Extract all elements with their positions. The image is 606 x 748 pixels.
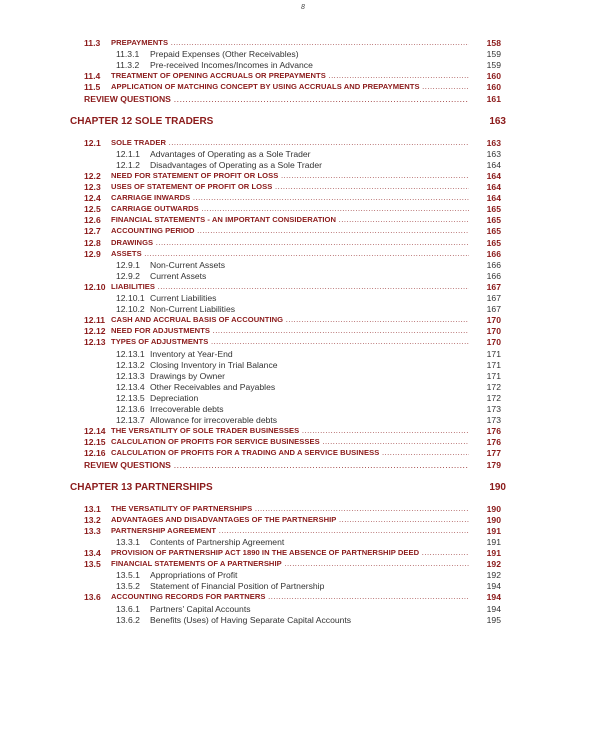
section-number: 13.3 xyxy=(84,525,101,536)
entry-page: 173 xyxy=(486,415,501,426)
entry-page: 159 xyxy=(486,60,501,71)
subsection-title: Prepaid Expenses (Other Receivables) xyxy=(150,49,299,60)
subsection-title: Depreciation xyxy=(150,392,199,403)
entry-title: PROVISION OF PARTNERSHIP ACT 1890 IN THE ABSENCE OF PARTNERSHIP DEED ..... xyxy=(111,547,469,559)
chapter-heading[interactable] xyxy=(70,481,506,495)
subsection-number: 12.9.2 xyxy=(116,270,140,281)
entry-title: REVIEW QUESTIONS ..... xyxy=(84,93,469,105)
entry-page: 163 xyxy=(486,137,501,148)
section-number: 11.5 xyxy=(84,82,101,93)
subsection-title: Benefits (Uses) of Having Separate Capital Accounts xyxy=(150,614,352,625)
entry-title: CASH AND ACCRUAL BASIS OF ACCOUNTING ..... xyxy=(111,314,469,326)
section-number: 11.4 xyxy=(84,71,101,82)
entry-page: 171 xyxy=(486,348,501,359)
entry-page: 179 xyxy=(486,459,501,470)
subsection-number: 12.1.2 xyxy=(116,159,140,170)
chapter-heading[interactable] xyxy=(70,115,506,129)
entry-page: 194 xyxy=(486,592,501,603)
subsection-title: Current Assets xyxy=(150,270,207,281)
entry-title: CALCULATION OF PROFITS FOR SERVICE BUSINESSES ..... xyxy=(111,436,469,448)
section-number: 12.15 xyxy=(84,437,106,448)
section-number: 11.3 xyxy=(84,38,101,48)
section-number: 12.2 xyxy=(84,170,101,181)
entry-title: REVIEW QUESTIONS ..... xyxy=(84,459,469,471)
entry-page: 164 xyxy=(486,170,501,181)
entry-page: 177 xyxy=(486,448,501,459)
entry-title: PARTNERSHIP AGREEMENT ..... xyxy=(111,525,469,537)
section-number: 12.14 xyxy=(84,426,106,437)
entry-title: APPLICATION OF MATCHING CONCEPT BY USING ACCRUALS AND PREPAYMENTS ..... xyxy=(111,81,469,93)
entry-title: USES OF STATEMENT OF PROFIT OR LOSS ..... xyxy=(111,181,469,193)
entry-page: 170 xyxy=(486,326,501,337)
entry-page: 171 xyxy=(486,370,501,381)
entry-page: 176 xyxy=(486,437,501,448)
entry-page: 167 xyxy=(486,304,501,315)
section-number: 12.3 xyxy=(84,182,101,192)
entry-page: 191 xyxy=(486,525,501,536)
toc-entry[interactable] xyxy=(0,459,606,471)
entry-page: 164 xyxy=(486,182,501,192)
entry-title: CARRIAGE INWARDS ..... xyxy=(111,192,469,204)
entry-page: 166 xyxy=(486,248,501,259)
entry-page: 165 xyxy=(486,226,501,237)
entry-page: 159 xyxy=(486,49,501,60)
entry-page: 172 xyxy=(486,381,501,392)
section-number: 12.4 xyxy=(84,193,101,204)
entry-page: 176 xyxy=(486,426,501,437)
entry-page: 165 xyxy=(486,204,501,215)
subsection-title: Pre-received Incomes/Incomes in Advance xyxy=(150,60,313,71)
section-number: 12.12 xyxy=(84,326,106,337)
subsection-number: 11.3.2 xyxy=(116,60,140,71)
entry-title: DRAWINGS ..... xyxy=(111,237,469,249)
subsection-title: Partners' Capital Accounts xyxy=(150,603,251,614)
entry-page: 190 xyxy=(486,514,501,525)
subsection-title: Drawings by Owner xyxy=(150,370,225,381)
entry-page: 190 xyxy=(486,503,501,514)
entry-page: 164 xyxy=(486,159,501,170)
subsection-number: 12.1.1 xyxy=(116,148,140,159)
subsection-number: 12.13.2 xyxy=(116,359,145,370)
entry-page: 165 xyxy=(486,237,501,248)
subsection-number: 13.5.1 xyxy=(116,570,140,581)
subsection-number: 12.10.1 xyxy=(116,293,145,303)
entry-title: TYPES OF ADJUSTMENTS ..... xyxy=(111,336,469,348)
entry-page: 195 xyxy=(486,614,501,625)
section-number: 12.7 xyxy=(84,226,101,237)
entry-title: ADVANTAGES AND DISADVANTAGES OF THE PARTNERSHIP ..... xyxy=(111,514,469,526)
section-number: 12.6 xyxy=(84,215,101,226)
subsection-title: Inventory at Year-End xyxy=(150,348,233,359)
entry-title: THE VERSATILITY OF PARTNERSHIPS ..... xyxy=(111,503,469,515)
entry-title: ACCOUNTING RECORDS FOR PARTNERS ..... xyxy=(111,591,469,603)
entry-page: 166 xyxy=(486,259,501,270)
entry-page: 164 xyxy=(486,193,501,204)
section-number: 12.1 xyxy=(84,137,101,148)
entry-title: CALCULATION OF PROFITS FOR A TRADING AND A SERVICE BUSINESS ..... xyxy=(111,447,469,459)
subsection-title: Other Receivables and Payables xyxy=(150,381,276,392)
chapter-page: 163 xyxy=(489,115,506,127)
section-number: 12.5 xyxy=(84,204,101,215)
section-number: 12.11 xyxy=(84,315,106,326)
entry-page: 166 xyxy=(486,270,501,281)
entry-page: 170 xyxy=(486,337,501,348)
section-number: 13.4 xyxy=(84,548,101,558)
subsection-title: Appropriations of Profit xyxy=(150,570,238,581)
section-number: 12.9 xyxy=(84,248,101,259)
entry-page: 160 xyxy=(486,82,501,93)
entry-title: PREPAYMENTS ..... xyxy=(111,37,469,49)
entry-title: NEED FOR ADJUSTMENTS ..... xyxy=(111,325,469,337)
section-number: 12.8 xyxy=(84,237,101,248)
entry-title: ASSETS ..... xyxy=(111,248,469,260)
section-number: 12.13 xyxy=(84,337,106,348)
chapter-title: CHAPTER 13 PARTNERSHIPS xyxy=(70,481,213,493)
entry-page: 161 xyxy=(486,93,501,104)
entry-page: 192 xyxy=(486,570,501,581)
entry-page: 194 xyxy=(486,603,501,614)
toc-entry[interactable] xyxy=(0,614,606,626)
entry-title: FINANCIAL STATEMENTS - AN IMPORTANT CONSIDERATION ..... xyxy=(111,214,469,226)
entry-page: 163 xyxy=(486,148,501,159)
section-number: 12.16 xyxy=(84,448,106,459)
subsection-title: Contents of Partnership Agreement xyxy=(150,536,285,547)
section-number: 13.2 xyxy=(84,514,101,525)
subsection-title: Irrecoverable debts xyxy=(150,404,224,414)
subsection-number: 12.13.4 xyxy=(116,381,145,392)
page-number: 8 xyxy=(301,4,305,11)
entry-page: 192 xyxy=(486,559,501,570)
subsection-number: 13.3.1 xyxy=(116,536,140,547)
entry-page: 191 xyxy=(486,536,501,547)
subsection-number: 12.9.1 xyxy=(116,259,140,270)
entry-title: THE VERSATILITY OF SOLE TRADER BUSINESSES ..... xyxy=(111,425,469,437)
subsection-title: Current Liabilities xyxy=(150,293,217,303)
entry-page: 160 xyxy=(486,71,501,82)
entry-title xyxy=(116,614,469,626)
entry-title: SOLE TRADER ..... xyxy=(111,137,469,149)
subsection-number: 13.6.2 xyxy=(116,614,140,625)
entry-title: FINANCIAL STATEMENTS OF A PARTNERSHIP ..... xyxy=(111,558,469,570)
entry-page: 171 xyxy=(486,359,501,370)
section-number: 13.5 xyxy=(84,559,101,570)
section-number: 12.10 xyxy=(84,281,106,292)
subsection-number: 12.13.6 xyxy=(116,404,145,414)
entry-title: TREATMENT OF OPENING ACCRUALS OR PREPAYMENTS ..... xyxy=(111,70,469,82)
chapter-title: CHAPTER 12 SOLE TRADERS xyxy=(70,115,214,127)
subsection-number: 13.6.1 xyxy=(116,603,140,614)
entry-page: 191 xyxy=(486,548,501,558)
entry-title: NEED FOR STATEMENT OF PROFIT OR LOSS ..... xyxy=(111,170,469,182)
entry-page: 170 xyxy=(486,315,501,326)
subsection-title: Allowance for irrecoverable debts xyxy=(150,415,278,426)
section-number: 13.1 xyxy=(84,503,101,514)
entry-title: LIABILITIES ..... xyxy=(111,281,469,293)
subsection-number: 12.13.7 xyxy=(116,415,145,426)
toc-entry[interactable] xyxy=(0,93,606,105)
subsection-number: 11.3.1 xyxy=(116,49,140,60)
entry-page: 172 xyxy=(486,392,501,403)
subsection-title: Disadvantages of Operating as a Sole Trader xyxy=(150,159,322,170)
entry-page: 158 xyxy=(486,38,501,48)
entry-page: 167 xyxy=(486,281,501,292)
subsection-title: Closing Inventory in Trial Balance xyxy=(150,359,278,370)
subsection-title: Advantages of Operating as a Sole Trader xyxy=(150,148,311,159)
subsection-number: 13.5.2 xyxy=(116,581,140,592)
entry-title: CARRIAGE OUTWARDS ..... xyxy=(111,203,469,215)
entry-page: 194 xyxy=(486,581,501,592)
section-number: 13.6 xyxy=(84,592,101,603)
subsection-number: 12.13.1 xyxy=(116,348,145,359)
entry-title: ACCOUNTING PERIOD ..... xyxy=(111,225,469,237)
subsection-title: Non-Current Assets xyxy=(150,259,225,270)
subsection-title: Statement of Financial Position of Partnership xyxy=(150,581,325,592)
subsection-number: 12.13.5 xyxy=(116,392,145,403)
entry-page: 167 xyxy=(486,293,501,303)
subsection-number: 12.10.2 xyxy=(116,304,145,315)
entry-page: 165 xyxy=(486,215,501,226)
subsection-number: 12.13.3 xyxy=(116,370,145,381)
subsection-title: Non-Current Liabilities xyxy=(150,304,236,315)
chapter-page: 190 xyxy=(489,481,506,493)
entry-page: 173 xyxy=(486,404,501,414)
